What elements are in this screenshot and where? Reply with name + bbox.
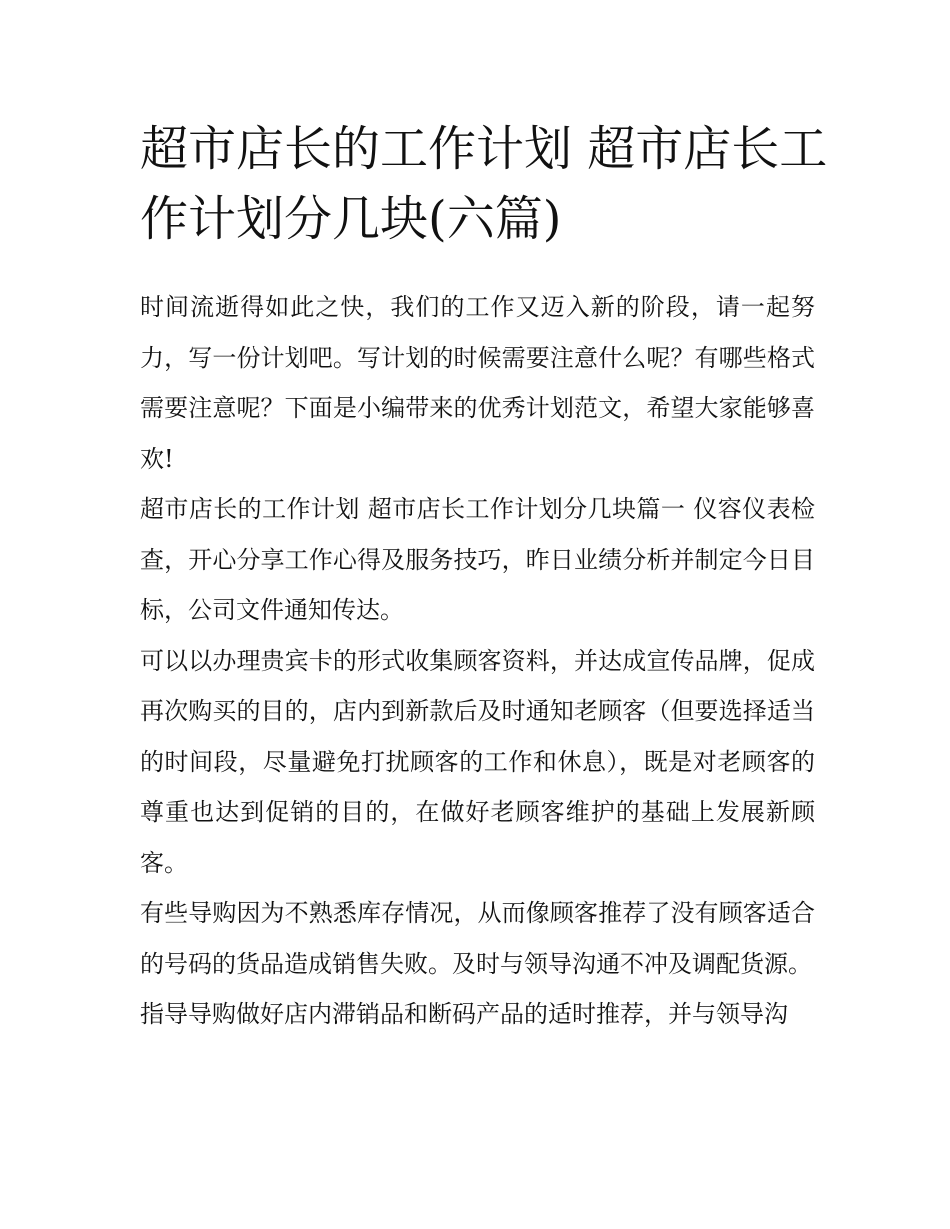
document-title: 超市店长的工作计划 超市店长工作计划分几块(六篇) xyxy=(140,121,828,247)
paragraph-section-one: 超市店长的工作计划 超市店长工作计划分几块篇一 仪容仪表检查，开心分享工作心得及服务技巧，昨日业绩分析并制定今日目标，公司文件通知传达。 xyxy=(140,495,815,624)
paragraph-slow-sellers: 指导导购做好店内滞销品和断码产品的适时推荐，并与领导沟 xyxy=(140,1000,788,1028)
paragraph-intro: 时间流逝得如此之快，我们的工作又迈入新的阶段，请一起努力，写一份计划吧。写计划的时候需要注意什么呢？有哪些格式需要注意呢？下面是小编带来的优秀计划范文，希望大家能够喜欢! xyxy=(140,293,815,473)
paragraph-vip-card: 可以以办理贵宾卡的形式收集顾客资料，并达成宣传品牌，促成再次购买的目的，店内到新款后及时通知老顾客（但要选择适当的时间段，尽量避免打扰顾客的工作和休息），既是对老顾客的尊重也达到促销的目的，在做好老顾客维护的基础上发展新顾客。 xyxy=(140,646,815,877)
paragraph-inventory: 有些导购因为不熟悉库存情况，从而像顾客推荐了没有顾客适合的号码的货品造成销售失败。及时与领导沟通不冲及调配货源。 xyxy=(140,899,815,978)
document-body xyxy=(140,282,815,1040)
